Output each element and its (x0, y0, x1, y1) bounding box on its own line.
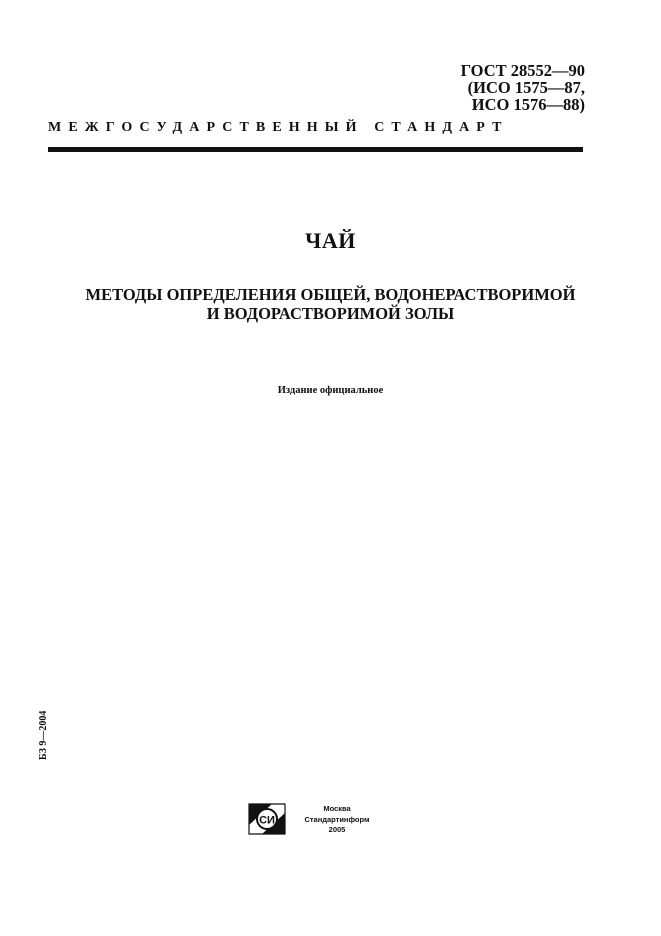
publisher-city: Москва (323, 804, 351, 813)
catalog-code: БЗ 9—2004 (38, 710, 49, 760)
publication-year: 2005 (328, 825, 346, 834)
logo-letters: СИ (259, 814, 275, 827)
interstate-standard-label: МЕЖГОСУДАРСТВЕННЫЙ СТАНДАРТ (48, 120, 509, 135)
document-subtitle (0, 285, 661, 323)
publisher-name: Стандартинформ (304, 814, 370, 824)
document-title: ЧАЙ (305, 228, 356, 253)
header-rule (48, 147, 583, 152)
standard-designation (365, 62, 585, 113)
designation-line-1: ГОСТ 28552—90 (460, 61, 585, 80)
publisher-info (296, 804, 378, 836)
designation-line-3: ИСО 1576—88) (471, 95, 585, 114)
designation-line-2: (ИСО 1575—87, (467, 78, 585, 97)
edition-label: Издание официальное (277, 385, 384, 396)
standartinform-logo (246, 801, 288, 837)
subtitle-line-2: И ВОДОРАСТВОРИМОЙ ЗОЛЫ (206, 304, 455, 323)
subtitle-line-1: МЕТОДЫ ОПРЕДЕЛЕНИЯ ОБЩЕЙ, ВОДОНЕРАСТВОРИМОЙ (85, 285, 576, 304)
